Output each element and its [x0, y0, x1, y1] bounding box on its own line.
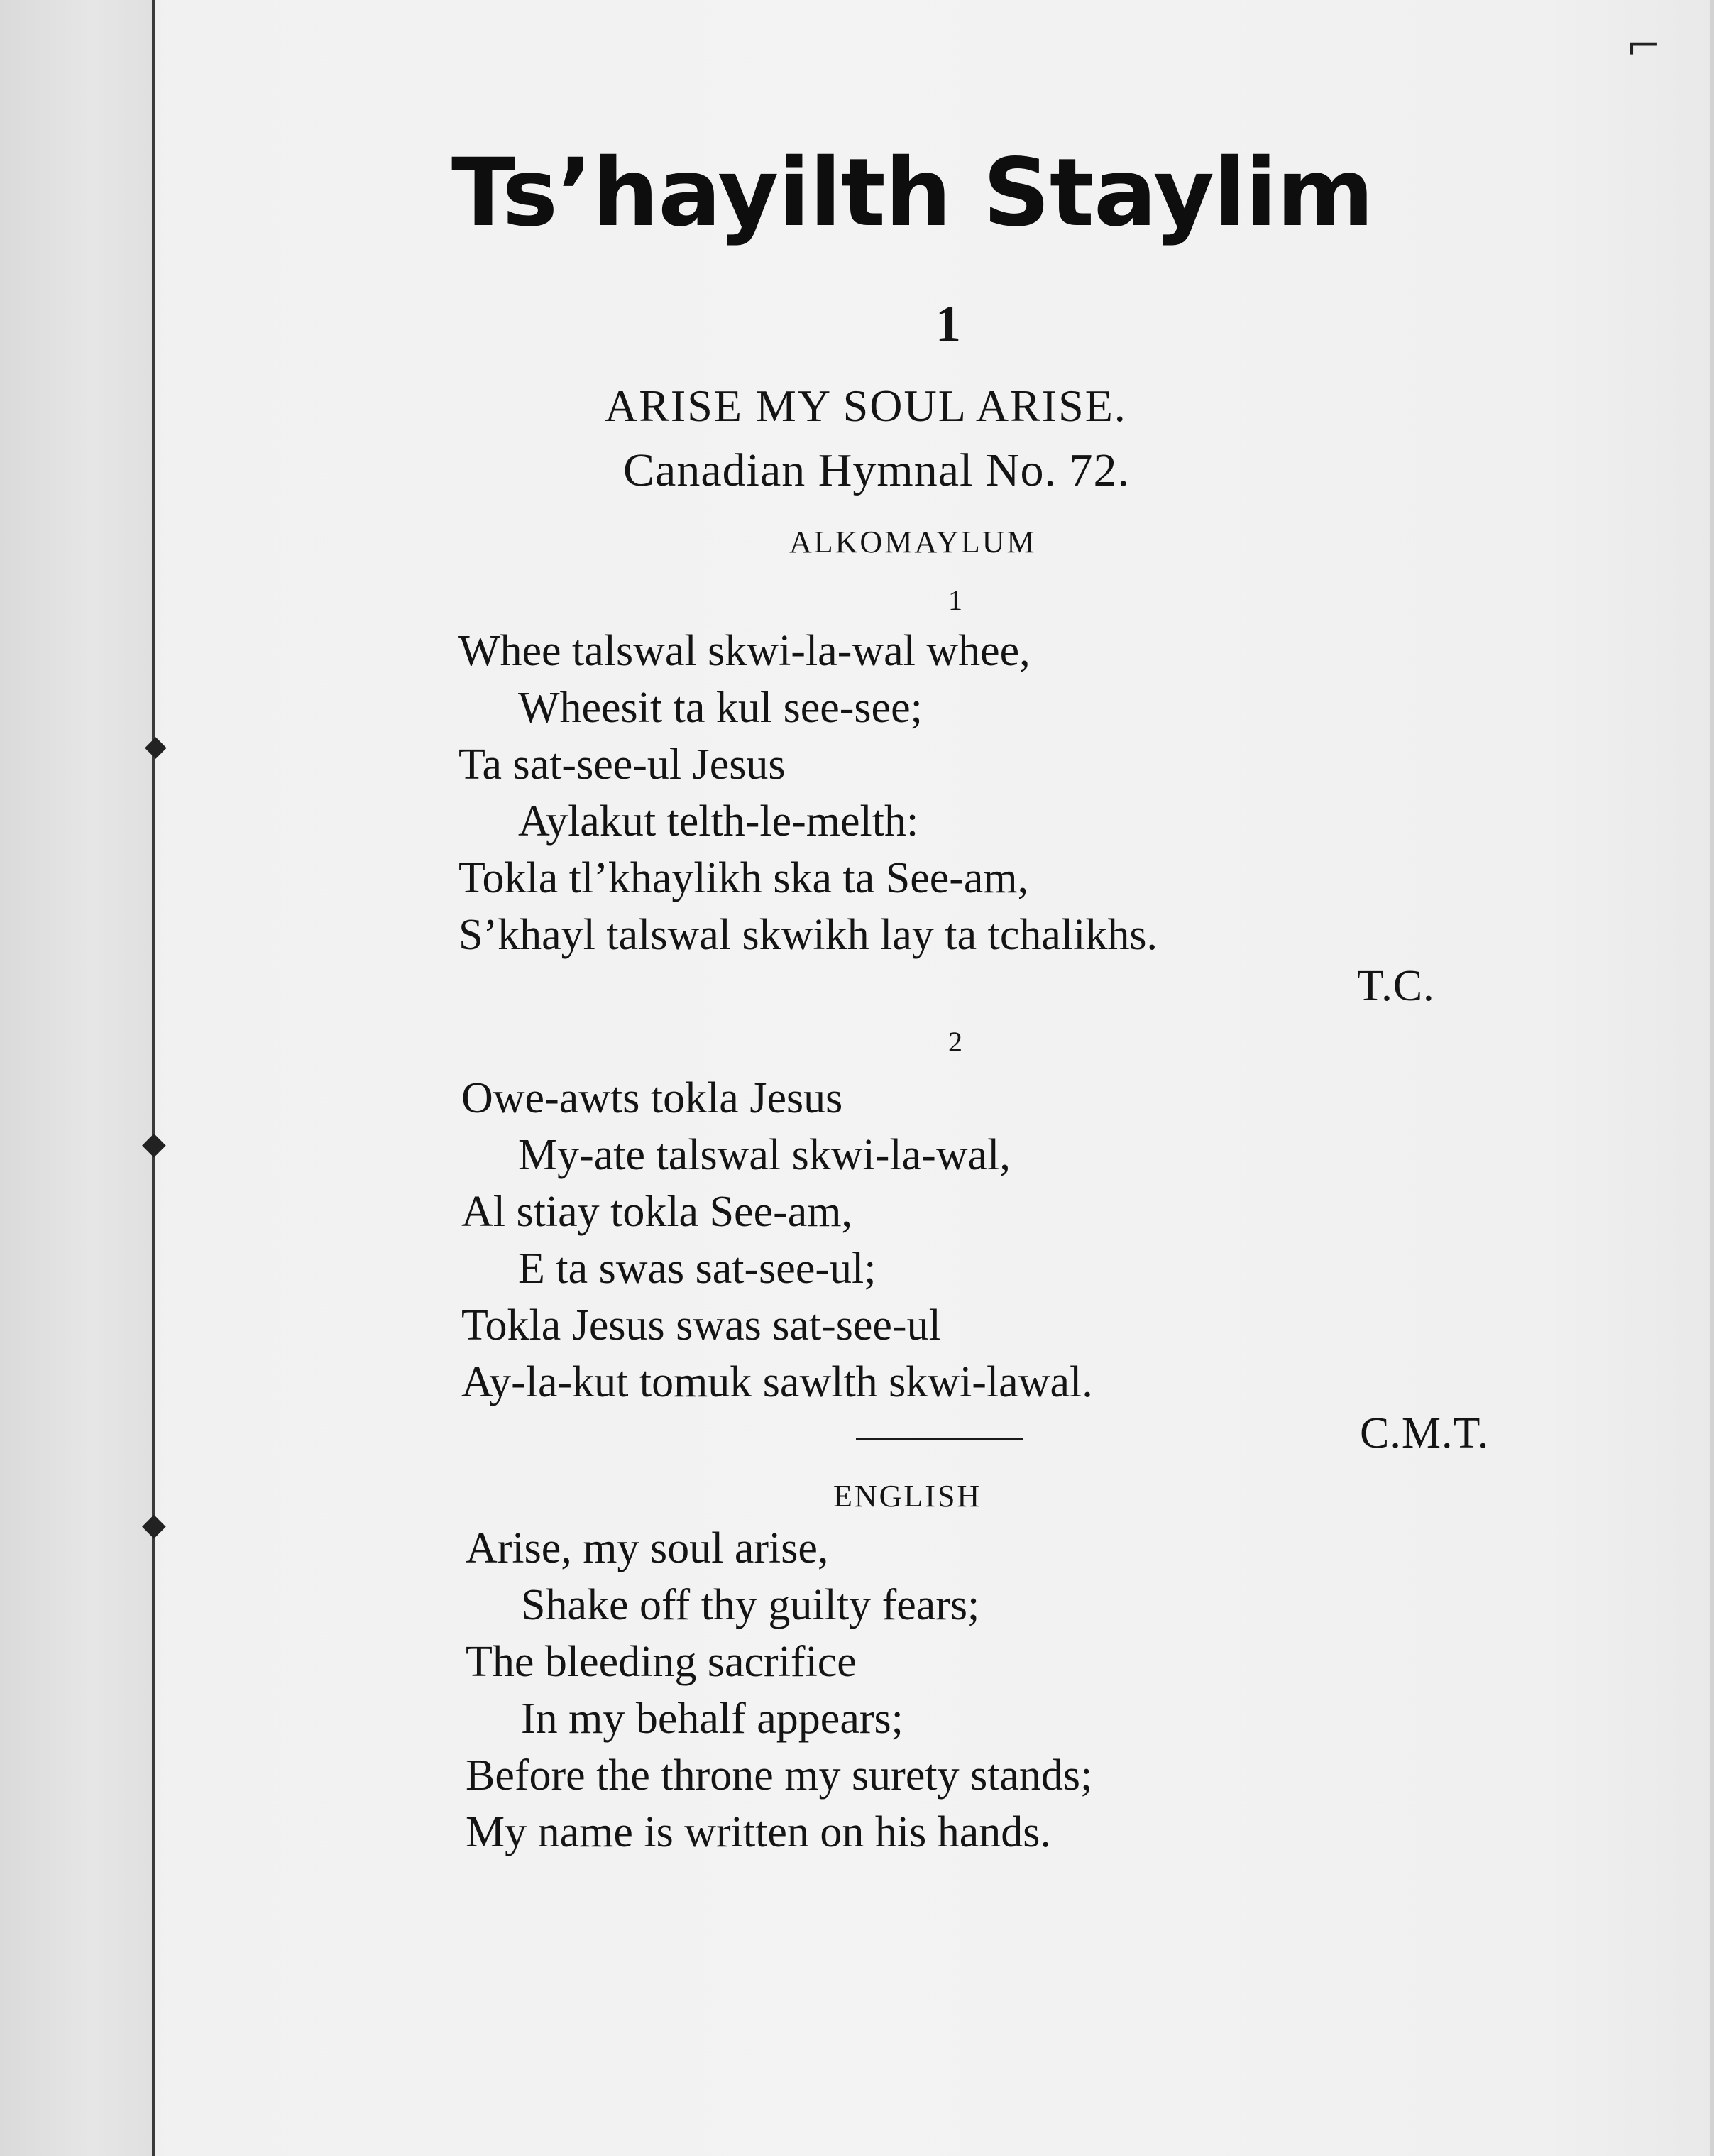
verse-line: Tokla Jesus swas sat-see-ul: [461, 1301, 941, 1350]
verse-line: Ay-la-kut tomuk sawlth skwi-lawal.: [461, 1358, 1093, 1406]
verse-signature: T.C.: [1357, 962, 1435, 1010]
verse-line: My-ate talswal skwi-la-wal,: [518, 1131, 1011, 1179]
section-heading-english: ENGLISH: [833, 1479, 982, 1514]
english-line: The bleeding sacrifice: [466, 1638, 857, 1686]
verse-line: Al stiay tokla See-am,: [461, 1188, 852, 1236]
hymnal-reference: Canadian Hymnal No. 72.: [623, 444, 1131, 496]
verse-number: 2: [948, 1026, 962, 1058]
english-line: Arise, my soul arise,: [466, 1524, 829, 1572]
stitch-mark: ◆: [145, 730, 167, 762]
hymn-number: 1: [935, 295, 961, 352]
english-line: My name is written on his hands.: [466, 1808, 1051, 1856]
english-line: In my behalf appears;: [521, 1695, 903, 1743]
verse-line: E ta swas sat-see-ul;: [518, 1244, 877, 1293]
verse-line: Ta sat-see-ul Jesus: [458, 740, 786, 789]
verse-line: Wheesit ta kul see-see;: [518, 684, 923, 732]
english-line: Shake off thy guilty fears;: [521, 1581, 980, 1629]
verse-line: Aylakut telth-le-melth:: [518, 797, 919, 846]
verse-line: Owe-awts tokla Jesus: [461, 1074, 843, 1122]
section-divider: [856, 1438, 1023, 1440]
verse-number: 1: [948, 584, 962, 616]
stitch-mark: ◆: [142, 1506, 166, 1543]
stitch-mark: ◆: [142, 1125, 166, 1161]
verse-line: Whee talswal skwi-la-wal whee,: [458, 627, 1031, 675]
verse-signature: C.M.T.: [1360, 1409, 1490, 1457]
english-line: Before the throne my surety stands;: [466, 1751, 1093, 1800]
section-heading-native: ALKOMAYLUM: [789, 525, 1037, 559]
book-gutter: [0, 0, 152, 2156]
hymn-title: ARISE MY SOUL ARISE.: [605, 381, 1127, 431]
page-edge: [1710, 0, 1714, 2156]
corner-mark: ⌐: [1625, 21, 1661, 71]
binding-line: [152, 0, 155, 2156]
verse-line: S’khayl talswal skwikh lay ta tchalikhs.: [458, 911, 1158, 959]
verse-line: Tokla tl’khaylikh ska ta See-am,: [458, 854, 1029, 902]
page-title: Ts’hayilth Staylim: [451, 138, 1374, 248]
